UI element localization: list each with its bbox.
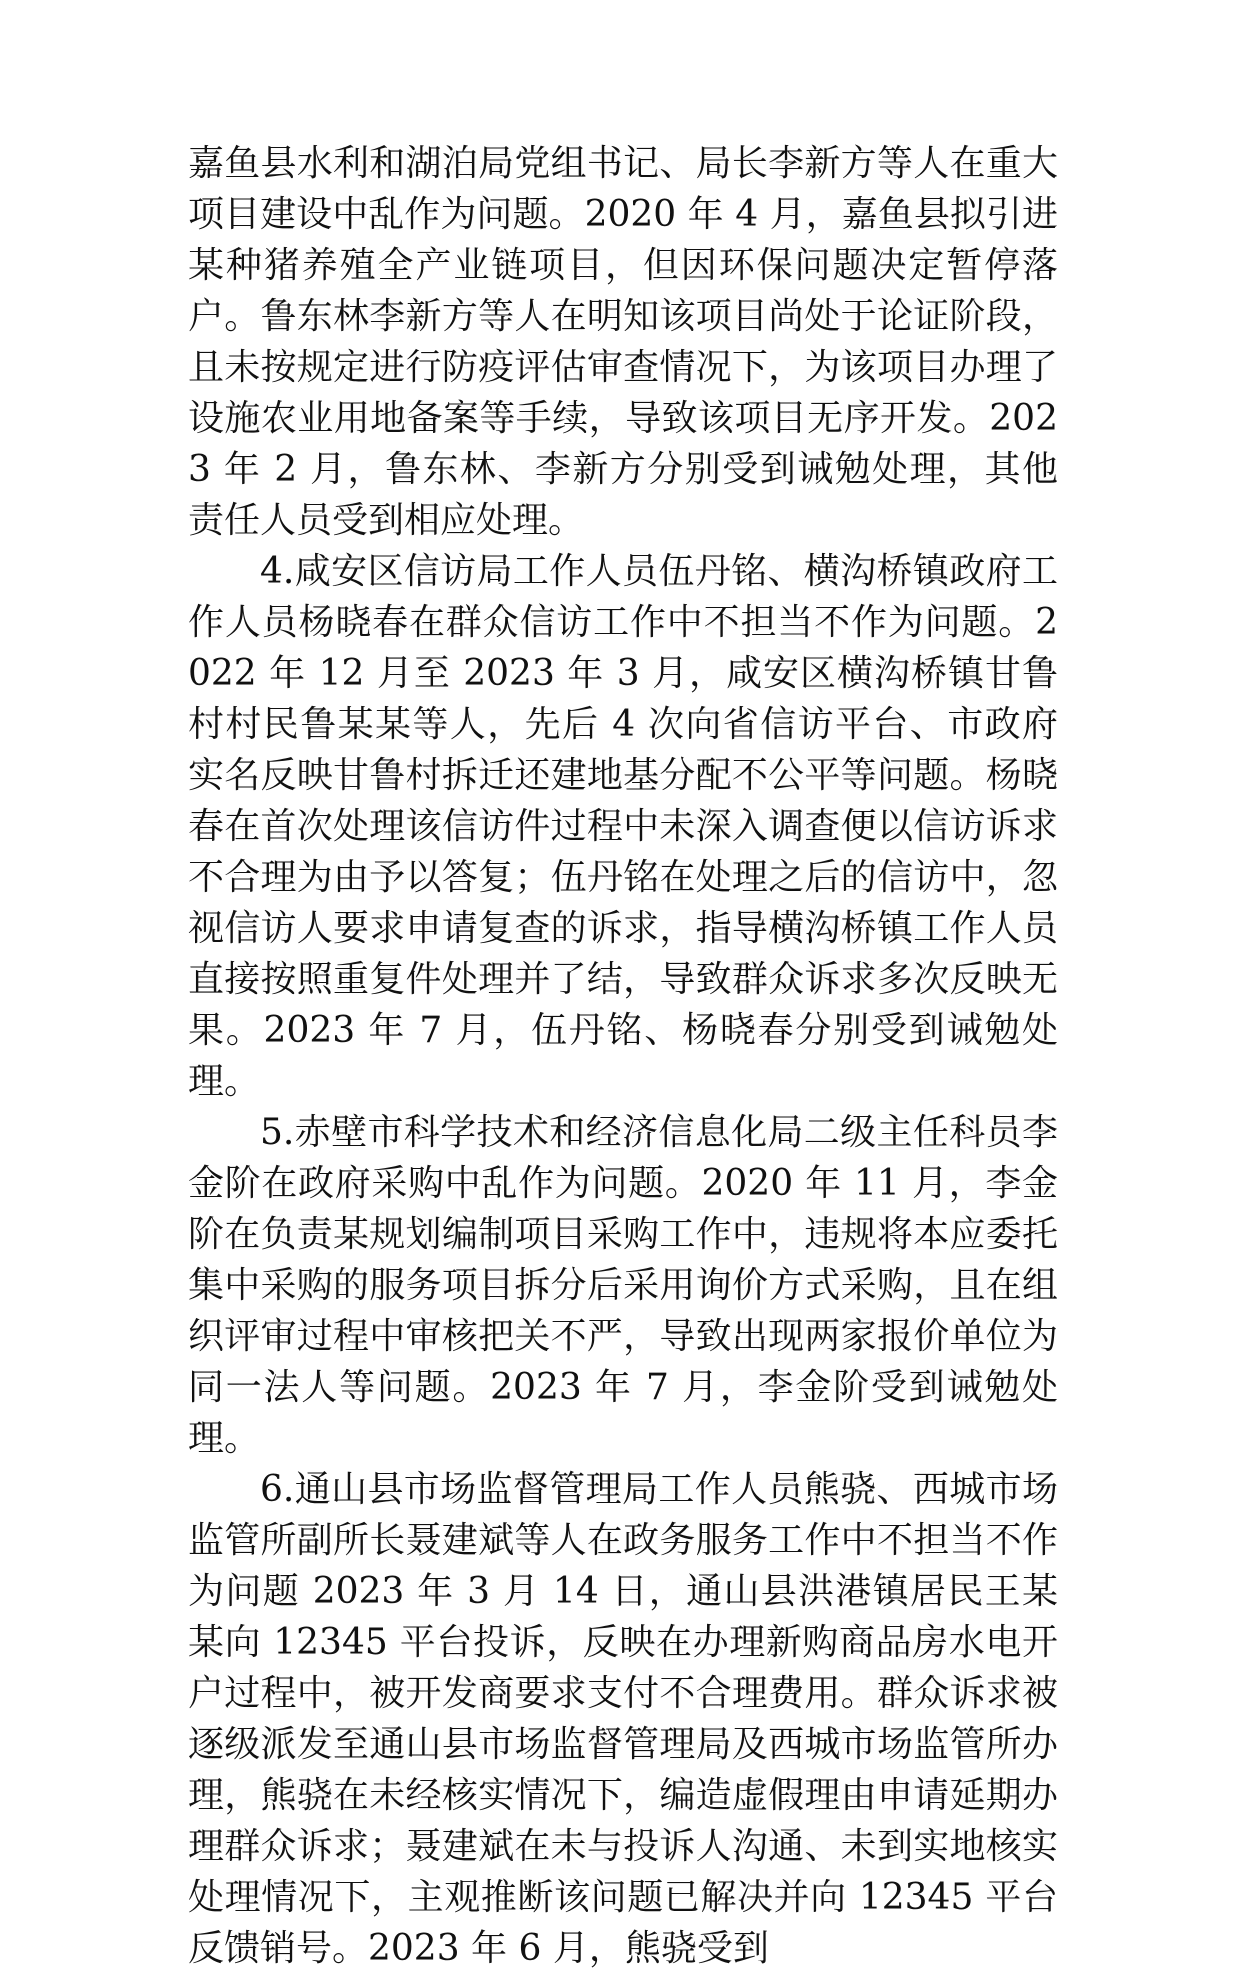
- paragraph-case-5: 5.赤壁市科学技术和经济信息化局二级主任科员李金阶在政府采购中乱作为问题。2020 年 11 月，李金阶在负责某规划编制项目采购工作中，违规将本应委托集中采购的服务项目拆分后采用询价方式采购，且在组织评审过程中审核把关不严，导致出现两家报价单位为同一法人等问题。2023 年 7 月，李金阶受到诫勉处理。: [188, 1112, 1058, 1459]
- paragraph-case-6: 6.通山县市场监督管理局工作人员熊骁、西城市场监管所副所长聂建斌等人在政务服务工作中不担当不作为问题 2023 年 3 月 14 日，通山县洪港镇居民王某某向 12345 平台投诉，反映在办理新购商品房水电开户过程中，被开发商要求支付不合理费用。群众诉求被逐级派发至通山县市场监督管理局及西城市场监管所办理，熊骁在未经核实情况下，编造虚假理由申请延期办理群众诉求；聂建斌在未与投诉人沟通、未到实地核实处理情况下，主观推断该问题已解决并向 12345 平台反馈销号。2023 年 6 月，熊骁受到: [188, 1469, 1058, 1969]
- paragraph-case-4: 4.咸安区信访局工作人员伍丹铭、横沟桥镇政府工作人员杨晓春在群众信访工作中不担当不作为问题。2022 年 12 月至 2023 年 3 月，咸安区横沟桥镇甘鲁村村民鲁某某等人，先后 4 次向省信访平台、市政府实名反映甘鲁村拆迁还建地基分配不公平等问题。杨晓春在首次处理该信访件过程中未深入调查便以信访诉求不合理为由予以答复；伍丹铭在处理之后的信访中，忽视信访人要求申请复查的诉求，指导横沟桥镇工作人员直接按照重复件处理并了结，导致群众诉求多次反映无果。2023 年 7 月，伍丹铭、杨晓春分别受到诫勉处理。: [188, 551, 1058, 1102]
- paragraph-lu-donglin-li-xinfang: 嘉鱼县水利和湖泊局党组书记、局长李新方等人在重大项目建设中乱作为问题。2020 年 4 月，嘉鱼县拟引进某种猪养殖全产业链项目，但因环保问题决定暂停落户。鲁东林李新方等人在明知该项目尚处于论证阶段，且未按规定进行防疫评估审查情况下，为该项目办理了设施农业用地备案等手续，导致该项目无序开发。2023 年 2 月，鲁东林、李新方分别受到诫勉处理，其他责任人员受到相应处理。: [188, 143, 1058, 541]
- document-page: [188, 138, 1058, 1974]
